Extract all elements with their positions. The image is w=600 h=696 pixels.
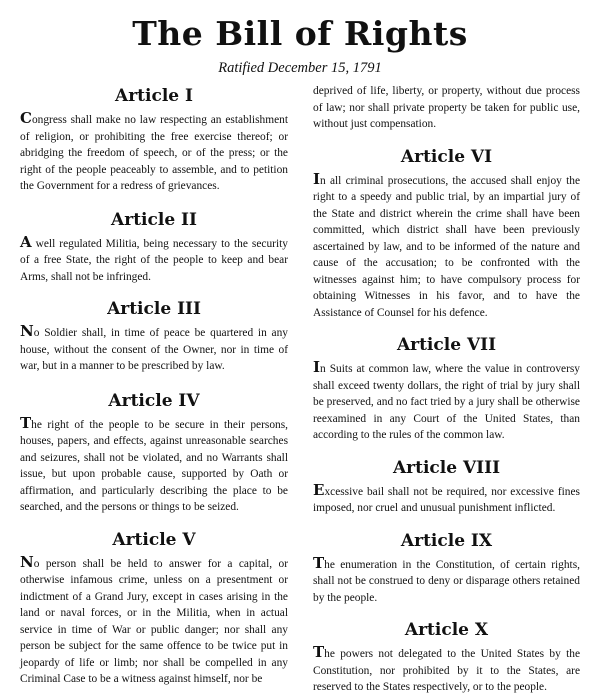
article-body — [313, 359, 580, 444]
article-body — [20, 554, 288, 688]
article-heading: Article IX — [400, 530, 493, 551]
article-8 — [313, 456, 580, 517]
article-heading: Article VI — [400, 146, 493, 167]
article-heading: Article I — [115, 86, 193, 106]
article-body — [20, 234, 288, 286]
drop-cap: T — [313, 643, 325, 661]
article-body — [313, 555, 580, 607]
drop-cap: E — [313, 480, 325, 499]
article-body — [20, 323, 288, 375]
article-text: xcessive bail shall not be required, nor excessive fines imposed, nor cruel and unusual punishment inflicted. — [313, 485, 580, 514]
article-9 — [313, 529, 580, 607]
article-body — [20, 110, 288, 195]
article-text: he enumeration in the Constitution, of certain rights, shall not be construed to deny or disparage others retained by the people. — [313, 558, 580, 604]
drop-cap: I — [313, 169, 321, 188]
article-body — [313, 482, 580, 517]
article-10 — [313, 618, 580, 696]
article-heading: Article IV — [108, 390, 200, 411]
article-body — [20, 415, 288, 516]
drop-cap: T — [313, 553, 325, 572]
article-text: o Soldier shall, in time of peace be quartered in any house, without the consent of the Owner, nor in time of war, but in a manner to be prescribed by law. — [20, 327, 288, 372]
article-body — [313, 171, 580, 322]
drop-cap: A — [20, 232, 32, 251]
article-text: o person shall be held to answer for a capital, or otherwise infamous crime, unless on a presentment or indictment of a Grand Jury, except in cases arising in the land or naval forces, or in the Militia, when in actual service in time of War or public danger; nor shall any person be subject for the same offence to be twice put in jeopardy of life or limb; nor shall be compelled in any Criminal Case to be a witness against himself, nor be — [20, 557, 288, 685]
article-4 — [20, 389, 288, 516]
article-heading: Article V — [112, 529, 196, 550]
article-heading: Article II — [111, 209, 197, 230]
article-text: he right of the people to be secure in their persons, houses, papers, and effects, against unreasonable searches and seizures, shall not be violated, and no Warrants shall issue, but upon probable cause, supported by Oath or affirmation, and particularly describing the place to be searched, and the persons or things to be seized. — [20, 418, 288, 513]
article-text: ongress shall make no law respecting an establishment of religion, or prohibiting the free exercise thereof; or abridging the freedom of speech, or of the press; or the right of the people peaceably to assemble, and to petition the Government for a redress of grievances. — [20, 114, 288, 192]
article-text: n Suits at common law, where the value in controversy shall exceed twenty dollars, the right of trial by jury shall be preserved, and no fact tried by a jury shall be otherwise reexamined in any Court of the United States, than according to the rules of the common law. — [313, 363, 580, 441]
article-5 — [20, 528, 288, 688]
drop-cap: I — [313, 358, 321, 376]
article-text: well regulated Militia, being necessary to the security of a free State, the right of the people to keep and bear Arms, shall not be infringed. — [20, 237, 288, 283]
drop-cap: T — [20, 413, 32, 432]
right-column — [313, 83, 580, 696]
drop-cap: N — [20, 552, 34, 571]
article-text: n all criminal prosecutions, the accused shall enjoy the right to a speedy and public trial, by an impartial jury of the State and district wherein the crime shall have been committed, which district shall have been previously ascertained by law, and to be informed of the nature and cause of the accusation; to be confronted with the witnesses against him; to have compulsory process for obtaining Witnesses in his favor, and to have the Assistance of Counsel for his defence. — [313, 174, 580, 319]
document-subtitle: Ratified December 15, 1791 — [218, 60, 382, 76]
article-7 — [313, 333, 580, 444]
article-3 — [20, 297, 288, 375]
article-6 — [313, 145, 580, 322]
drop-cap: C — [20, 109, 32, 127]
article-heading: Article VIII — [392, 457, 501, 478]
article-1 — [20, 84, 288, 195]
article-5-continued: deprived of life, liberty, or property, without due process of law; nor shall private property be taken for public use, without just compensation. — [313, 85, 580, 130]
article-heading: Article VII — [396, 335, 497, 355]
article-2 — [20, 208, 288, 286]
article-heading: Article X — [404, 620, 489, 640]
article-heading: Article III — [107, 299, 201, 319]
document-title: The Bill of Rights — [132, 14, 468, 53]
drop-cap: N — [20, 322, 34, 340]
left-column — [20, 84, 288, 688]
article-text: he powers not delegated to the United States by the Constitution, nor prohibited by it to the States, are reserved to the States respectively, or to the people. — [313, 648, 580, 693]
